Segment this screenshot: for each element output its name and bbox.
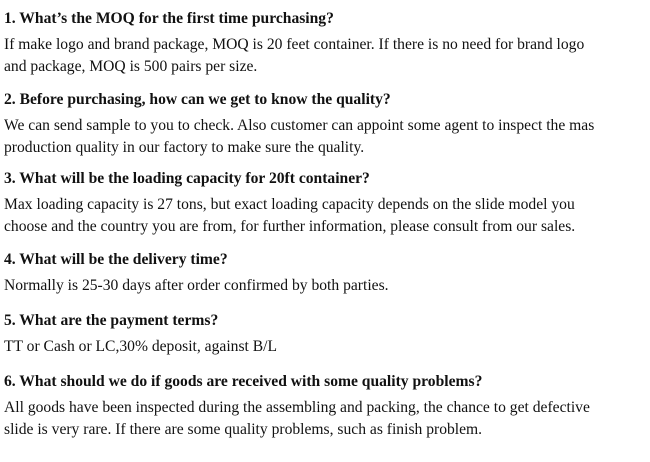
faq-answer-line: TT or Cash or LC,30% deposit, against B/L — [4, 338, 278, 355]
faq-answer — [4, 194, 650, 238]
faq-question: 3. What will be the loading capacity for 20ft container? — [4, 170, 370, 187]
faq-answer-line: Normally is 25-30 days after order confirmed by both parties. — [4, 277, 389, 294]
faq-item — [4, 9, 650, 78]
faq-question: 6. What should we do if goods are received with some quality problems? — [4, 373, 483, 390]
faq-item — [4, 90, 650, 159]
faq-question: 5. What are the payment terms? — [4, 312, 219, 329]
faq-question: 1. What’s the MOQ for the first time purchasing? — [4, 10, 334, 27]
faq-answer — [4, 275, 650, 297]
faq-item — [4, 169, 650, 238]
faq-item — [4, 311, 650, 358]
faq-answer — [4, 115, 650, 159]
faq-question: 4. What will be the delivery time? — [4, 251, 228, 268]
faq-answer — [4, 34, 650, 78]
faq-answer-line: slide is very rare. If there are some quality problems, such as finish problem. — [4, 421, 483, 438]
faq-answer-line: production quality in our factory to make sure the quality. — [4, 139, 365, 156]
faq-item — [4, 250, 650, 297]
faq-answer-line: choose and the country you are from, for further information, please consult from our sales. — [4, 218, 576, 235]
faq-answer — [4, 336, 650, 358]
faq-answer-line: All goods have been inspected during the assembling and packing, the chance to get defective — [4, 399, 590, 416]
faq-answer — [4, 397, 650, 441]
faq-answer-line: Max loading capacity is 27 tons, but exact loading capacity depends on the slide model you — [4, 196, 575, 213]
faq-answer-line: and package, MOQ is 500 pairs per size. — [4, 58, 258, 75]
faq-answer-line: We can send sample to you to check. Also customer can appoint some agent to inspect the mas — [4, 117, 595, 134]
faq-question: 2. Before purchasing, how can we get to know the quality? — [4, 91, 391, 108]
faq-item — [4, 372, 650, 441]
faq-answer-line: If make logo and brand package, MOQ is 20 feet container. If there is no need for brand logo — [4, 36, 585, 53]
